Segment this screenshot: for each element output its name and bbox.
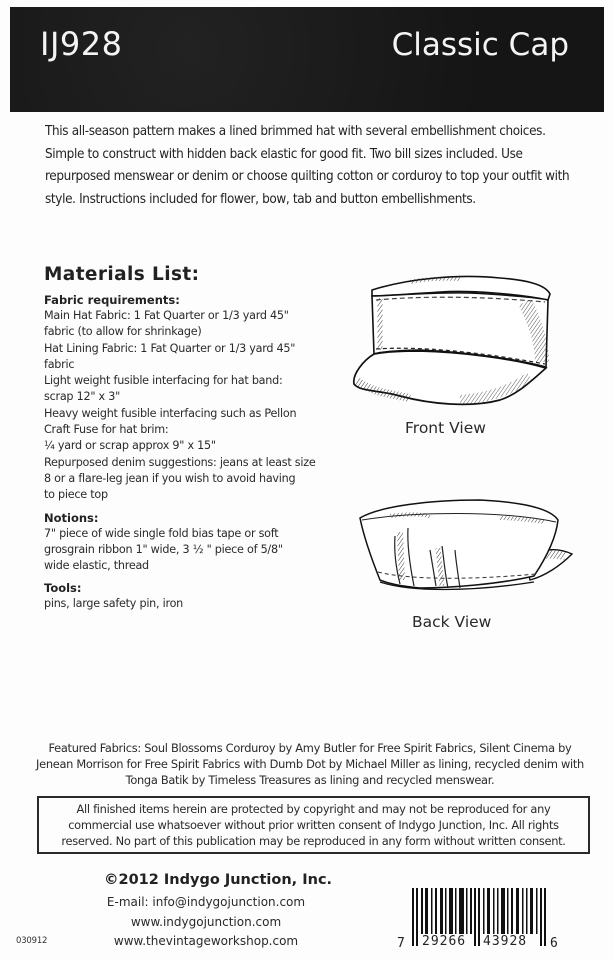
contact-info: [96, 893, 316, 952]
materials-list: [44, 264, 334, 619]
upc-barcode: [397, 888, 584, 951]
copyright-notice-box: [37, 796, 590, 854]
pattern-description: This all-season pattern makes a lined brimmed hat with several embellishment choices. Simple to construct with hidden back elastic for good fit. Two bill sizes included. Use repurposed menswear or denim or choose quilting cotton or corduroy to top your outfit with style. Instructions included for flower, bow, tab and button embellishments.: [45, 124, 570, 207]
list-line: grosgrain ribbon 1" wide, 3 ½ " piece of 5/8": [44, 542, 283, 556]
company-copyright: ©2012 Indygo Junction, Inc.: [104, 872, 333, 888]
list-line: 8 or a flare-leg jean if you wish to avoid having: [44, 471, 296, 485]
list-line: fabric: [44, 357, 75, 371]
barcode-left-group: 29266: [422, 934, 467, 949]
email-address: E-mail: info@indygojunction.com: [106, 895, 306, 909]
list-line: Repurposed denim suggestions: jeans at least size: [44, 455, 316, 469]
print-code: 030912: [16, 936, 48, 946]
list-line: Heavy weight fusible interfacing such as Pellon: [44, 406, 297, 420]
notions-section: [44, 510, 334, 575]
section-heading: Fabric requirements:: [44, 293, 180, 307]
list-line: pins, large safety pin, iron: [44, 597, 184, 611]
barcode-right-group: 43928: [483, 934, 528, 949]
list-line: ¼ yard or scrap approx 9" x 15": [44, 439, 216, 453]
list-line: 7" piece of wide single fold bias tape or soft: [44, 526, 279, 540]
list-line: wide elastic, thread: [44, 559, 149, 573]
back-view-caption: Back View: [412, 613, 492, 631]
list-line: to piece top: [44, 488, 108, 502]
materials-heading: Materials List:: [44, 264, 200, 285]
section-heading: Tools:: [44, 581, 82, 596]
pattern-title: Classic Cap: [391, 27, 569, 63]
front-view-caption: Front View: [405, 419, 486, 437]
website-link-indygo: www.indygojunction.com: [130, 914, 282, 929]
featured-fabrics-note: Featured Fabrics: Soul Blossoms Corduroy by Amy Butler for Free Spirit Fabrics, Silent Cinema by Jenean Morrison for Free Spirit Fabrics with Dumb Dot by Michael Miller as lining, recycled denim with Tonga Batik by Timeless Treasures as lining and recycled menswear.: [36, 741, 584, 787]
tools-section: [44, 580, 334, 612]
list-line: fabric (to allow for shrinkage): [44, 325, 202, 339]
list-line: Main Hat Fabric: 1 Fat Quarter or 1/3 yard 45": [44, 309, 289, 322]
list-line: Hat Lining Fabric: 1 Fat Quarter or 1/3 yard 45": [44, 341, 296, 355]
cap-back-view-illustration: [350, 488, 590, 608]
title-banner: [10, 7, 604, 112]
barcode-check-digit: 6: [550, 936, 558, 951]
fabric-requirements-section: [44, 292, 334, 504]
list-line: Light weight fusible interfacing for hat band:: [44, 374, 283, 388]
list-line: Craft Fuse for hat brim:: [44, 423, 169, 437]
list-line: scrap 12" x 3": [44, 390, 120, 404]
barcode-lead-digit: 7: [397, 936, 405, 951]
section-heading: Notions:: [44, 510, 99, 525]
website-link-vintage-workshop: www.thevintageworkshop.com: [113, 934, 299, 948]
pattern-code: IJ928: [40, 25, 123, 63]
cap-front-view-illustration: [350, 272, 590, 412]
copyright-notice-text: All finished items herein are protected by copyright and may not be reproduced for any commercial use whatsoever without prior written consent of Indygo Junction, Inc. All rights reserved. No part of this publication may be reproduced in any form without written consent.: [61, 802, 566, 848]
